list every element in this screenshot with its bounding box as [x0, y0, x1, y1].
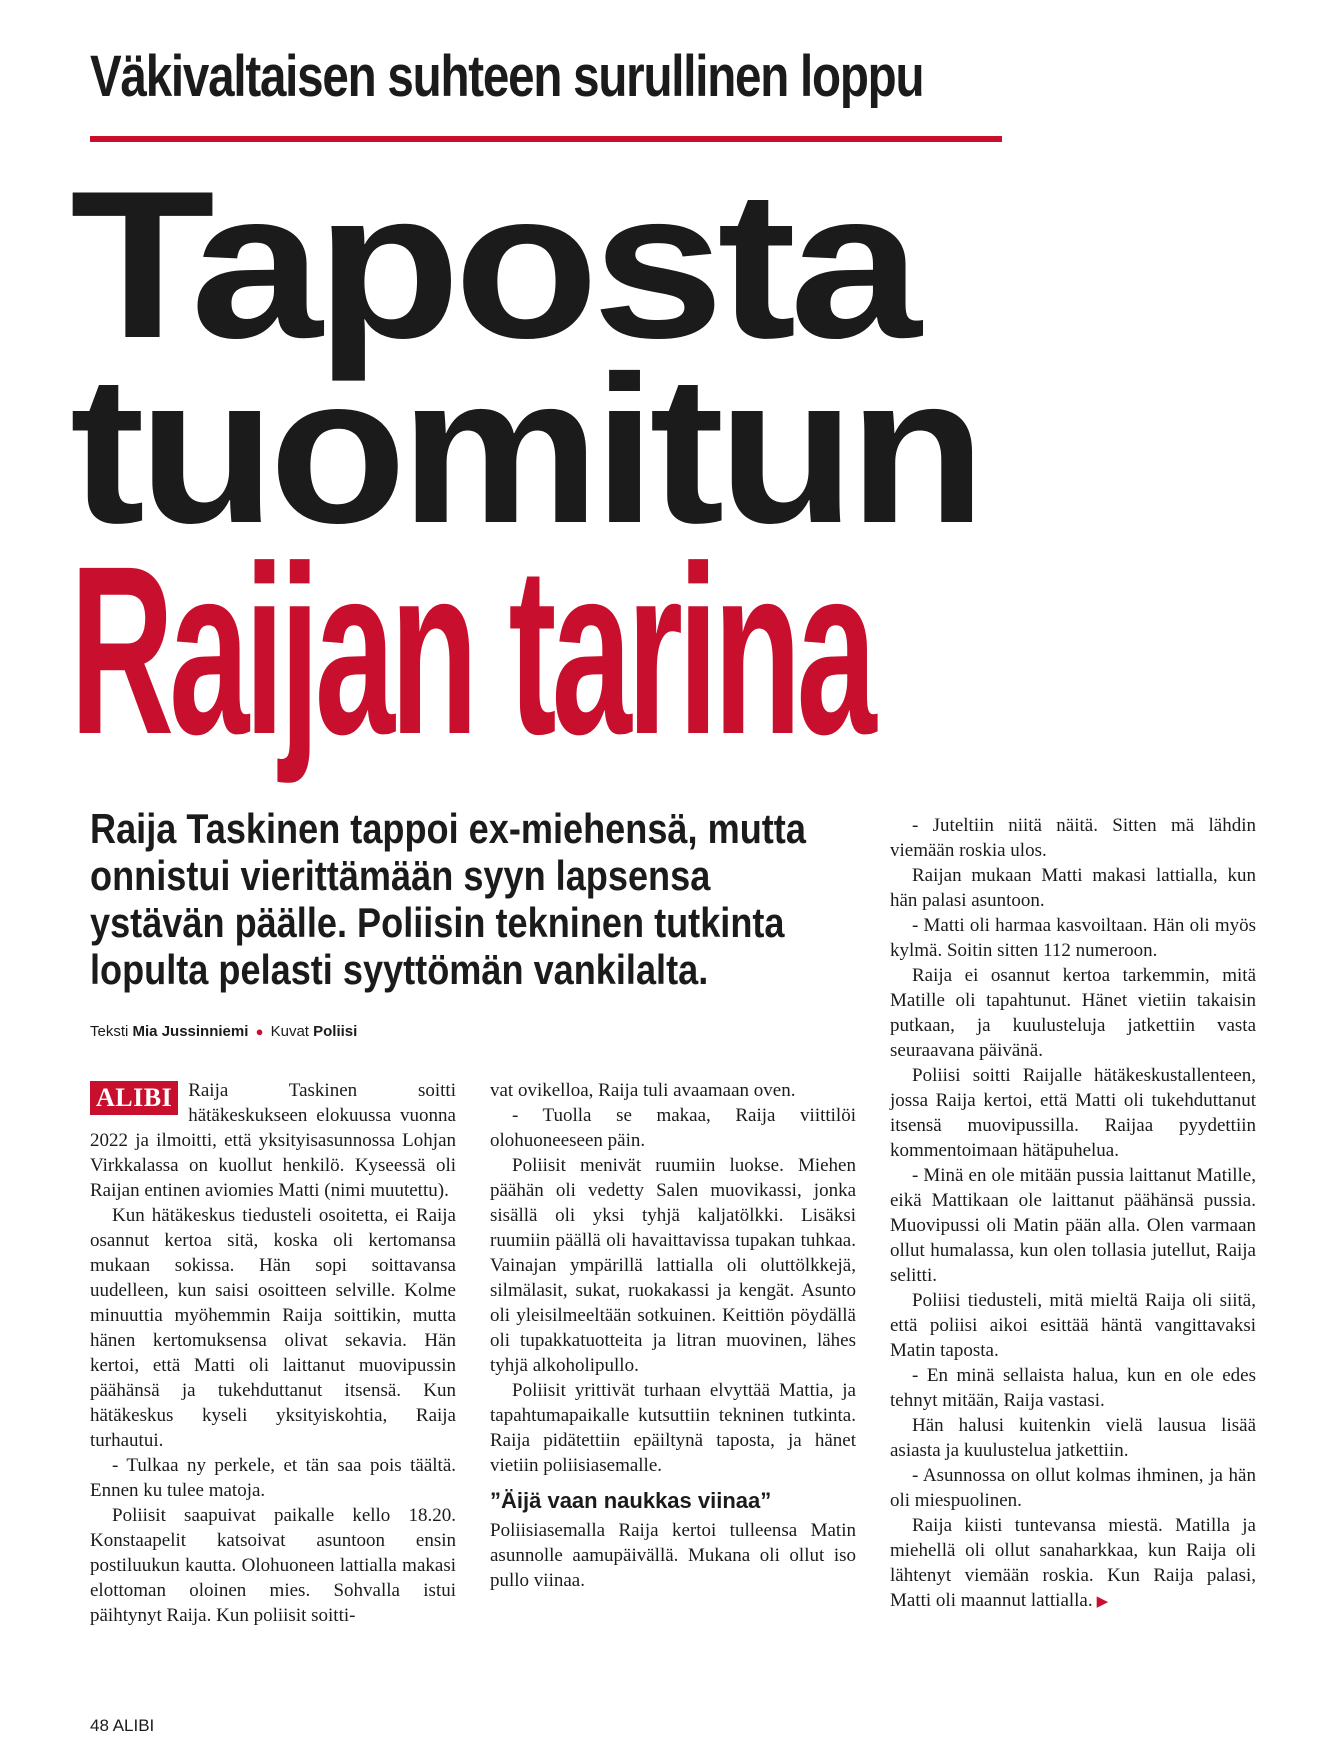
byline — [90, 1023, 357, 1040]
bullet-dot-icon: ● — [255, 1024, 264, 1039]
body-paragraph: - Asunnossa on ollut kolmas ihminen, ja hän oli miespuolinen. — [890, 1465, 1256, 1511]
kicker-rule — [90, 136, 1002, 142]
byline-photo-label: Kuvat — [270, 1023, 309, 1040]
lead-line: lopulta pelasti syyttömän vankilalta. — [90, 946, 709, 993]
body-paragraph: Poliisiasemalla Raija kertoi tulleensa Matin asunnolle aamupäivällä. Mukana oli ollut iso pullo viinaa. — [490, 1520, 856, 1591]
lead-paragraph — [90, 805, 880, 993]
body-paragraph: Poliisi tiedusteli, mitä mieltä Raija oli siitä, että poliisi aikoi esittää häntä vangittavaksi Matin taposta. — [890, 1290, 1256, 1361]
section-subheading: ”Äijä vaan naukkas viinaa” — [490, 1488, 772, 1513]
headline-line-3: Raijan tarina — [70, 516, 872, 784]
body-paragraph: - Tulkaa ny perkele, et tän saa pois täältä. Ennen ku tulee matoja. — [90, 1455, 456, 1501]
body-paragraph: Poliisi soitti Raijalle hätäkeskustallenteen, jossa Raija kertoi, että Matti oli tukehduttanut itsensä muovipussilla. Raijaa pyydettiin kommentoimaan hätäpuhelua. — [890, 1065, 1256, 1161]
body-paragraph: Raija Taskinen soitti hätäkeskukseen elokuussa vuonna 2022 ja ilmoitti, että yksityisasunnossa Lohjan Virkkalassa on kuollut henkilö. Kyseessä oli Raijan entinen aviomies Matti (nimi muutettu). — [90, 1080, 456, 1201]
body-paragraph: Poliisit menivät ruumiin luokse. Miehen päähän oli vedetty Salen muovikassi, jonka sisällä oli yksi tyhjä kaljatölkki. Lisäksi ruumiin päällä oli havaittavissa tupakan tuhkaa. Vainajan ympärillä lattialla oli oluttölkkejä, silmälasit, sukat, ruokakassi ja kengät. Asunto oli yleisilmeeltään sotkuinen. Keittiön pöydällä oli tupakkatuotteita ja litran muovinen, lähes tyhjä alkoholipullo. — [490, 1155, 856, 1376]
byline-author: Mia Jussinniemi — [132, 1023, 249, 1040]
page-folio: 48 ALIBI — [90, 1716, 155, 1735]
body-paragraph: - Minä en ole mitään pussia laittanut Matille, eikä Mattikaan ole laittanut päähänsä pussia. Muovipussi oli Matin pään alla. Olen varmaan ollut humalassa, kun olen tollasia jutellut, Raija selitti. — [890, 1165, 1256, 1286]
article-column-2 — [490, 1078, 856, 1593]
lead-line: Raija Taskinen tappoi ex-miehensä, mutta — [90, 805, 806, 852]
body-paragraph-text: Raija kiisti tuntevansa miestä. Matilla ja miehellä oli ollut sanaharkkaa, kun Raija oli lähtenyt viemään roskia. Kun Raija palasi, Matti oli maannut lattialla. — [890, 1515, 1256, 1611]
body-paragraph — [890, 1513, 1256, 1615]
kicker-headline: Väkivaltaisen suhteen surullinen loppu — [90, 44, 924, 109]
body-paragraph: Poliisit saapuivat paikalle kello 18.20. Konstaapelit katsoivat asuntoon ensin postiluukun kautta. Olohuoneen lattialla makasi elottoman oloinen mies. Sohvalla istui päihtynyt Raija. Kun poliisit soitti- — [90, 1505, 456, 1626]
byline-photographer: Poliisi — [313, 1023, 358, 1040]
byline-text-label: Teksti — [90, 1023, 129, 1040]
body-paragraph: Kun hätäkeskus tiedusteli osoitetta, ei Raija osannut kertoa sitä, koska oli kertomansa mukaan sokissa. Hän sopi soittavansa uudelleen, kun saisi osoitteen selville. Kolme minuuttia myöhemmin Raija soittikin, mutta hänen kertomuksensa olivat sekavia. Hän kertoi, että Matti oli laittanut muovipussin päähänsä ja tukehduttanut itsensä. Kun hätäkeskus kyseli yksityiskohtia, Raija turhautui. — [90, 1205, 456, 1451]
body-paragraph: - Matti oli harmaa kasvoiltaan. Hän oli myös kylmä. Soitin sitten 112 numeroon. — [890, 915, 1256, 961]
body-paragraph: - En minä sellaista halua, kun en ole edes tehnyt mitään, Raija vastasi. — [890, 1365, 1256, 1411]
body-paragraph: Raija ei osannut kertoa tarkemmin, mitä Matille oli tapahtunut. Hänet vietiin takaisin putkaan, ja kuulusteluja jatkettiin vasta seuraavana päivänä. — [890, 965, 1256, 1061]
headline-line-2: tuomitun — [70, 332, 980, 567]
body-paragraph: Poliisit yrittivät turhaan elvyttää Mattia, ja tapahtumapaikalle kutsuttiin tekninen tutkinta. Raija pidätettiin epäiltynä taposta, ja hänet vietiin poliisiasemalle. — [490, 1380, 856, 1476]
body-paragraph: vat ovikelloa, Raija tuli avaamaan oven. — [490, 1080, 796, 1101]
article-column-1 — [90, 1078, 456, 1628]
body-paragraph: Raijan mukaan Matti makasi lattialla, kun hän palasi asuntoon. — [890, 865, 1256, 911]
lead-line: onnistui vierittämään syyn lapsensa — [90, 852, 711, 899]
article-column-3 — [890, 813, 1256, 1615]
body-paragraph: Hän halusi kuitenkin vielä lausua lisää asiasta ja kuulustelua jatkettiin. — [890, 1415, 1256, 1461]
alibi-badge: ALIBI — [90, 1081, 178, 1115]
body-paragraph: - Juteltiin niitä näitä. Sitten mä lähdin viemään roskia ulos. — [890, 815, 1256, 861]
lead-line: ystävän päälle. Poliisin tekninen tutkinta — [90, 899, 785, 946]
continue-arrow-icon: ▶ — [1096, 1594, 1109, 1610]
body-paragraph: - Tuolla se makaa, Raija viittilöi olohuoneeseen päin. — [490, 1105, 856, 1151]
headline-line-1: Taposta — [70, 147, 915, 382]
